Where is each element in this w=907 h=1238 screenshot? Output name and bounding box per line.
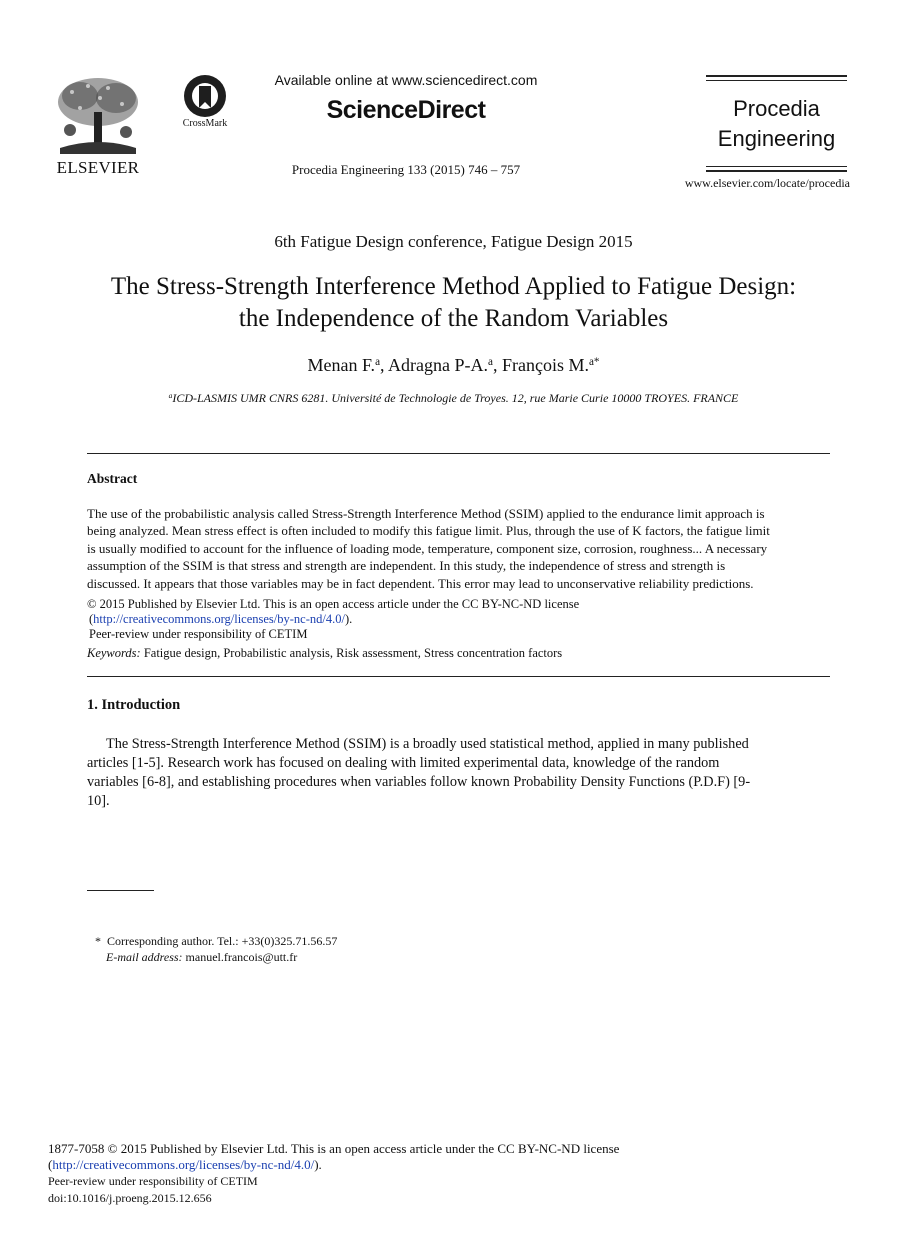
footer-license: (http://creativecommons.org/licenses/by-nc-nd/4.0/). bbox=[48, 1157, 322, 1172]
introduction-line: variables [6-8], and establishing procedures when variables follow known Probability Density Functions (P.D.F) [9- bbox=[87, 774, 751, 790]
author-3: François M.$^{a*}$ bbox=[501, 355, 600, 375]
introduction-line: articles [1-5]. Research work has focused on dealing with limited experimental data, knowledge of the random bbox=[87, 755, 720, 771]
journal-box-top-rule bbox=[706, 75, 847, 77]
elsevier-wordmark: ELSEVIER bbox=[56, 158, 140, 177]
abstract-body bbox=[87, 505, 828, 592]
abstract-line: discussed. It appears that those variables may be in fact dependent. This error may lead to unconservative reliability predictions. bbox=[87, 575, 754, 591]
footer-peer-review: Peer-review under responsibility of CETIM bbox=[48, 1174, 258, 1188]
abstract-license: (http://creativecommons.org/licenses/by-nc-nd/4.0/). bbox=[89, 612, 353, 626]
journal-citation: Procedia Engineering 133 (2015) 746 – 757 bbox=[291, 162, 521, 177]
footer-issn-copyright: 1877-7058 © 2015 Published by Elsevier Ltd. This is an open access article under the CC BY-NC-ND license bbox=[48, 1141, 620, 1156]
elsevier-logo bbox=[50, 74, 146, 176]
footnote-rule bbox=[87, 890, 154, 891]
abstract-bottom-rule bbox=[87, 676, 830, 677]
keywords-label: Keywords: bbox=[87, 646, 141, 660]
journal-title-line1: Procedia bbox=[733, 96, 820, 121]
footnote-email bbox=[106, 950, 297, 965]
introduction-line: 10]. bbox=[87, 793, 110, 809]
paper-title bbox=[20, 271, 887, 335]
keywords bbox=[87, 646, 562, 661]
abstract-heading: Abstract bbox=[87, 471, 138, 486]
abstract-top-rule bbox=[87, 453, 830, 454]
author-list: Menan F.$^a$, Adragna P-A.$^a$, François M.$^{a*}$ bbox=[307, 355, 600, 375]
journal-box-bottom-rule bbox=[706, 170, 847, 172]
introduction-body bbox=[87, 735, 828, 811]
journal-title-line2: Engineering bbox=[717, 126, 836, 151]
journal-url[interactable]: www.elsevier.com/locate/procedia bbox=[684, 176, 850, 190]
abstract-license-link[interactable]: http://creativecommons.org/licenses/by-nc-nd/4.0/ bbox=[93, 612, 345, 626]
sciencedirect-logo[interactable]: ScienceDirect bbox=[326, 96, 486, 124]
author-1: Menan F.$^a$ bbox=[307, 355, 381, 375]
abstract-line: is usually modified to account for the influence of loading mode, temperature, component size, corrosion, roughness... A necessary bbox=[87, 540, 768, 556]
email-label: E-mail address: bbox=[106, 950, 183, 964]
footer-doi[interactable]: doi:10.1016/j.proeng.2015.12.656 bbox=[48, 1191, 212, 1205]
abstract-line: The use of the probabilistic analysis called Stress-Strength Interference Method (SSIM) applied to the endurance limit approach is bbox=[87, 506, 765, 521]
abstract-copyright: © 2015 Published by Elsevier Ltd. This is an open access article under the CC BY-NC-ND license bbox=[87, 597, 580, 611]
crossmark-icon bbox=[176, 74, 234, 120]
journal-title bbox=[706, 94, 847, 154]
paper-title-line1: The Stress-Strength Interference Method Applied to Fatigue Design: bbox=[110, 273, 797, 300]
paper-title-line2: the Independence of the Random Variables bbox=[238, 305, 669, 332]
abstract-line: assumption of the SSIM is that stress and strength are independent. In this study, the independence of stress and strength is bbox=[87, 558, 726, 574]
footer-license-link[interactable]: http://creativecommons.org/licenses/by-nc-nd/4.0/ bbox=[52, 1157, 315, 1172]
journal-box-top-rule-thin bbox=[706, 80, 847, 81]
available-online: Available online at www.sciencedirect.com bbox=[274, 72, 538, 88]
journal-box-bottom-rule-thin bbox=[706, 166, 847, 167]
section-heading-introduction: 1. Introduction bbox=[87, 697, 181, 713]
email-address[interactable]: manuel.francois@utt.fr bbox=[185, 950, 298, 964]
footnote-corresponding: * Corresponding author. Tel.: +33(0)325.71.56.57 bbox=[95, 934, 338, 948]
elsevier-tree-icon bbox=[50, 74, 146, 156]
conference-name: 6th Fatigue Design conference, Fatigue Design 2015 bbox=[274, 232, 633, 251]
introduction-line: The Stress-Strength Interference Method (SSIM) is a broadly used statistical method, applied in many published bbox=[106, 736, 749, 752]
keywords-list: Fatigue design, Probabilistic analysis, Risk assessment, Stress concentration factors bbox=[143, 646, 563, 660]
affiliation: $^a$ICD-LASMIS UMR CNRS 6281. Université de Technologie de Troyes. 12, rue Marie Curie 10000 TROYES. FRANCE bbox=[168, 390, 739, 405]
abstract-peer-review: Peer-review under responsibility of CETIM bbox=[89, 627, 308, 641]
crossmark-logo[interactable] bbox=[176, 74, 234, 134]
crossmark-label: CrossMark bbox=[182, 118, 228, 129]
abstract-line: being analyzed. Mean stress effect is often included to modify this fatigue limit. Plus, through the use of K factors, the fatigue limit bbox=[87, 523, 770, 539]
author-2: Adragna P-A.$^a$ bbox=[388, 355, 493, 375]
